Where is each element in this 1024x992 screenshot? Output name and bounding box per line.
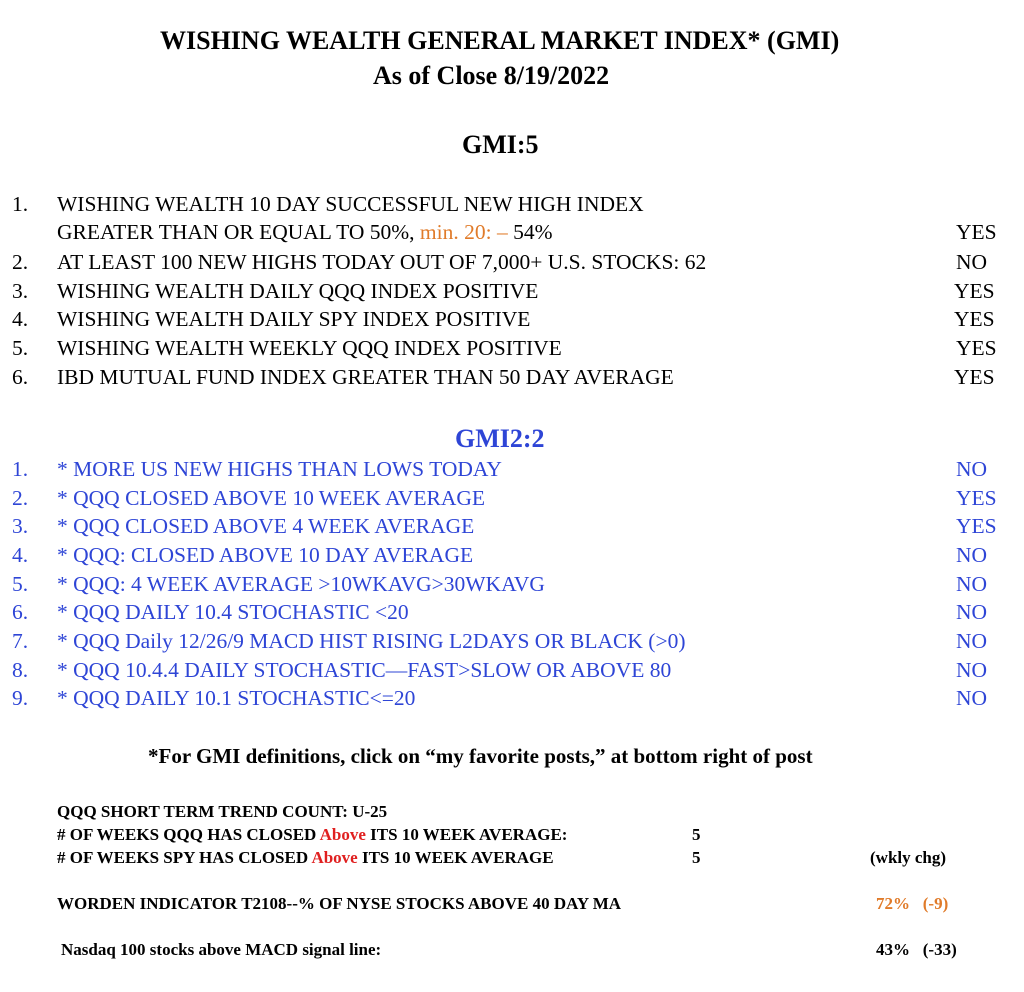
gmi2-item-text: * QQQ: 4 WEEK AVERAGE >10WKAVG>30WKAVG (57, 572, 545, 596)
gmi2-item-value: NO (956, 457, 988, 481)
gmi2-item-number: 7. (12, 629, 29, 653)
gmi-item-text: AT LEAST 100 NEW HIGHS TODAY OUT OF 7,000+ U.S. STOCKS: 62 (57, 250, 707, 274)
qqq-weeks-suffix: ITS 10 WEEK AVERAGE: (370, 825, 568, 844)
weekly-change-label: (wkly chg) (870, 848, 947, 867)
gmi2-item-number: 3. (12, 514, 29, 538)
qqq-weeks-above: Above (319, 825, 366, 844)
gmi-item-text-line2 (57, 220, 553, 245)
gmi2-item-number: 6. (12, 600, 29, 624)
gmi2-item-text: * QQQ DAILY 10.1 STOCHASTIC<=20 (57, 686, 416, 710)
gmi2-item-value: NO (956, 629, 988, 653)
trend-count: QQQ SHORT TERM TREND COUNT: U-25 (57, 802, 388, 821)
gmi-item-value: YES (954, 307, 995, 331)
gmi-item-value: YES (956, 220, 997, 244)
gmi-item-text: WISHING WEALTH DAILY SPY INDEX POSITIVE (57, 307, 531, 331)
qqq-weeks-prefix: # OF WEEKS QQQ HAS CLOSED (57, 825, 317, 844)
spy-weeks-prefix: # OF WEEKS SPY HAS CLOSED (57, 848, 309, 867)
gmi2-item-text: * QQQ 10.4.4 DAILY STOCHASTIC—FAST>SLOW OR ABOVE 80 (57, 658, 672, 682)
gmi2-score: GMI2:2 (455, 424, 545, 453)
gmi2-item-text: * QQQ DAILY 10.4 STOCHASTIC <20 (57, 600, 409, 624)
gmi2-item-number: 8. (12, 658, 29, 682)
gmi-item-text-part: GREATER THAN OR EQUAL TO 50%, (57, 220, 415, 244)
spy-weeks-above: Above (311, 848, 358, 867)
gmi-item-number: 4. (12, 307, 29, 331)
gmi2-item-value: YES (956, 486, 997, 510)
gmi-item-text: WISHING WEALTH WEEKLY QQQ INDEX POSITIVE (57, 336, 562, 360)
gmi2-item-value: NO (956, 543, 988, 567)
qqq-weeks-label (57, 825, 567, 845)
spy-weeks-suffix: ITS 10 WEEK AVERAGE (361, 848, 554, 867)
gmi2-item-text: * QQQ CLOSED ABOVE 10 WEEK AVERAGE (57, 486, 486, 510)
worden-value: 72% (-9) (876, 894, 949, 913)
qqq-weeks-value: 5 (692, 825, 701, 844)
gmi-item-value: YES (956, 336, 997, 360)
gmi-score: GMI:5 (462, 130, 539, 159)
page-title: WISHING WEALTH GENERAL MARKET INDEX* (GMI) (160, 26, 840, 55)
gmi2-item-number: 2. (12, 486, 29, 510)
gmi2-item-value: YES (956, 514, 997, 538)
gmi-item-number: 3. (12, 279, 29, 303)
gmi2-item-text: * MORE US NEW HIGHS THAN LOWS TODAY (57, 457, 502, 481)
gmi-item-value: YES (954, 279, 995, 303)
gmi-item-number: 6. (12, 365, 29, 389)
gmi2-item-text: * QQQ: CLOSED ABOVE 10 DAY AVERAGE (57, 543, 474, 567)
gmi2-item-value: NO (956, 572, 988, 596)
gmi2-item-number: 9. (12, 686, 29, 710)
gmi2-item-value: NO (956, 600, 988, 624)
gmi-item-value: YES (954, 365, 995, 389)
gmi-item-percent: 54% (513, 220, 553, 244)
gmi2-item-number: 4. (12, 543, 29, 567)
worden-label: WORDEN INDICATOR T2108--% OF NYSE STOCKS ABOVE 40 DAY MA (57, 894, 622, 913)
gmi-item-number: 2. (12, 250, 29, 274)
page-subtitle: As of Close 8/19/2022 (373, 61, 610, 90)
gmi-item-value: NO (956, 250, 988, 274)
gmi2-item-value: NO (956, 658, 988, 682)
definitions-note: *For GMI definitions, click on “my favorite posts,” at bottom right of post (148, 744, 813, 768)
gmi2-item-number: 5. (12, 572, 29, 596)
nasdaq-label: Nasdaq 100 stocks above MACD signal line: (61, 940, 382, 959)
gmi-item-number: 1. (12, 192, 29, 216)
gmi-item-text: WISHING WEALTH DAILY QQQ INDEX POSITIVE (57, 279, 539, 303)
gmi-item-number: 5. (12, 336, 29, 360)
spy-weeks-value: 5 (692, 848, 701, 867)
gmi-item-text: WISHING WEALTH 10 DAY SUCCESSFUL NEW HIGH INDEX (57, 192, 644, 216)
gmi2-item-text: * QQQ Daily 12/26/9 MACD HIST RISING L2DAYS OR BLACK (>0) (57, 629, 686, 653)
spy-weeks-label (57, 848, 554, 868)
gmi2-item-text: * QQQ CLOSED ABOVE 4 WEEK AVERAGE (57, 514, 475, 538)
nasdaq-value: 43% (-33) (876, 940, 957, 959)
gmi2-item-number: 1. (12, 457, 29, 481)
gmi-item-highlight: min. 20: – (419, 220, 508, 244)
gmi-item-text: IBD MUTUAL FUND INDEX GREATER THAN 50 DAY AVERAGE (57, 365, 674, 389)
gmi2-item-value: NO (956, 686, 988, 710)
